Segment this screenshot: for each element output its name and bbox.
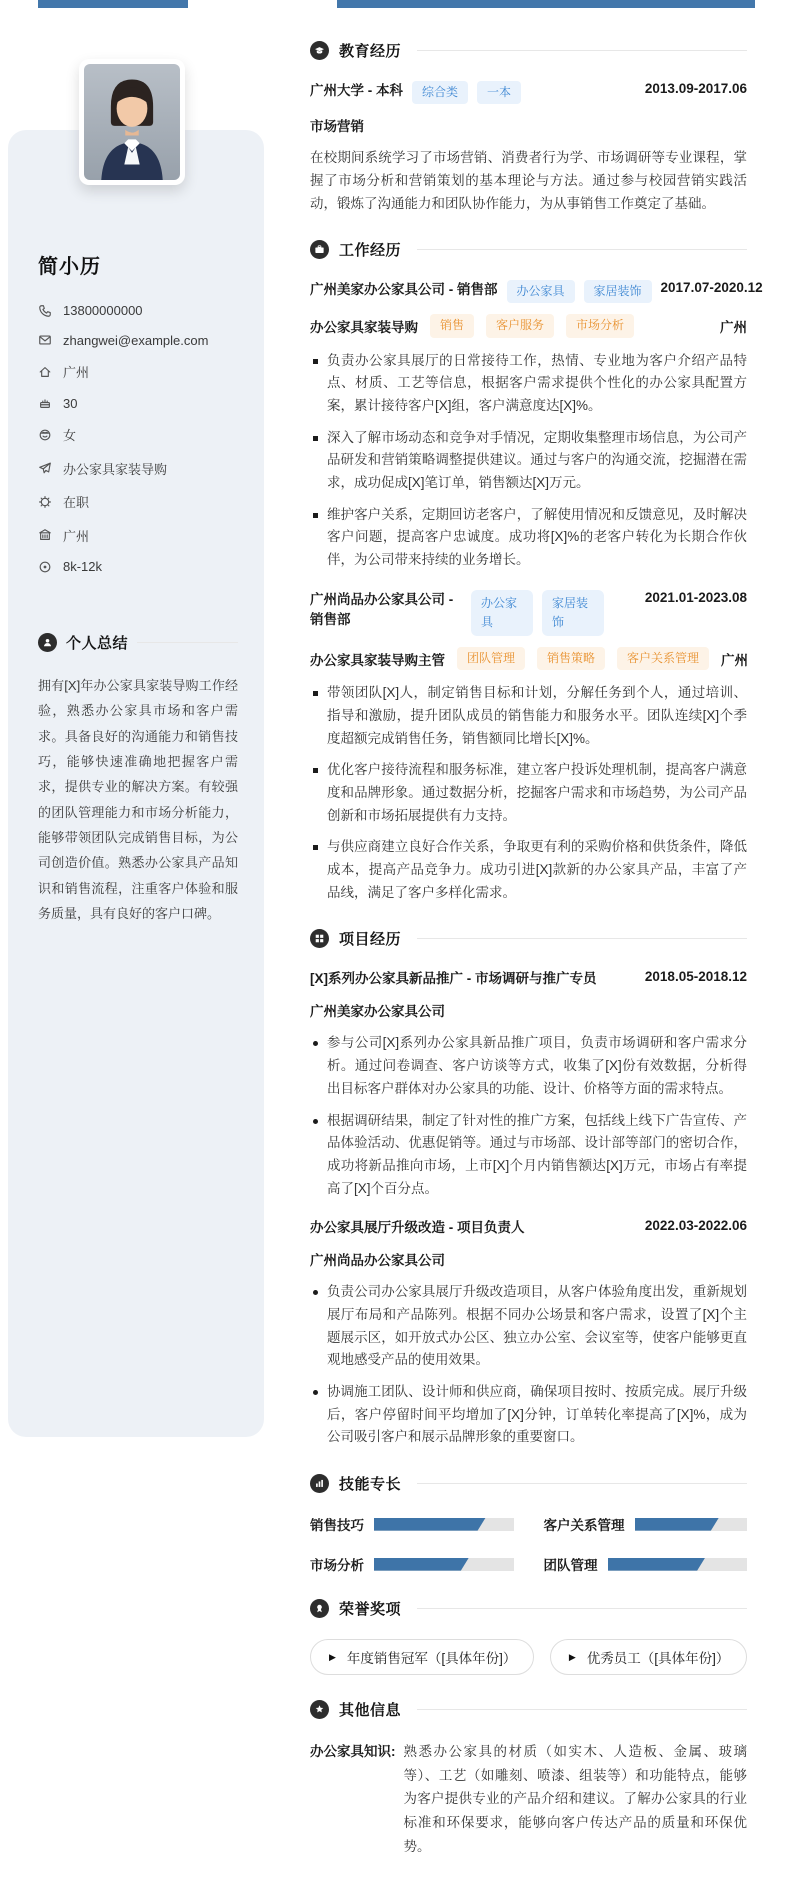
contact-item-salary (38, 559, 238, 574)
divider (137, 642, 238, 643)
mail-icon (38, 333, 52, 347)
other-text: 熟悉办公家具的材质（如实木、人造板、金属、玻璃等）、工艺（如雕刻、喷漆、组装等）和功能特点，能够为客户提供专业的产品介绍和建议。了解办公家具的行业标准和环保要求，能够向客户传达产品的质量和环保优势。 (403, 1744, 747, 1854)
skill-name: 市场分析 (310, 1558, 364, 1574)
contact-gender-value: 女 (63, 428, 77, 443)
contact-item-intention (38, 459, 238, 478)
divider (417, 249, 747, 250)
job-position-row (310, 647, 747, 670)
contact-location-value: 广州 (63, 365, 90, 380)
skill-name: 销售技巧 (310, 1518, 364, 1534)
contact-item-age (38, 396, 238, 411)
project-entry (310, 1218, 747, 1449)
project-company: 广州美家办公家具公司 (310, 1004, 445, 1020)
contact-item-location (38, 362, 238, 381)
contact-intention-value: 办公家具家装导购 (63, 461, 168, 477)
project-bullet: 参与公司[X]系列办公家具新品推广项目，负责市场调研和客户需求分析。通过问卷调查、客户访谈等方式，收集了[X]份有效数据，分析得出目标客户群体对办公家具的功能、设计、价格等方面的需求特点。 (310, 1032, 747, 1100)
school-tag: 综合类 (412, 81, 468, 104)
section-skills (310, 1473, 747, 1574)
skills-header (310, 1473, 747, 1494)
star-badge-icon (310, 1700, 329, 1719)
gender-icon (38, 428, 52, 442)
position-tag: 客户服务 (486, 314, 554, 337)
skill-item (544, 1514, 748, 1534)
contact-item-city (38, 526, 238, 545)
project-name: [X]系列办公家具新品推广 - 市场调研与推广专员 (310, 971, 597, 987)
company-tag: 办公家具 (507, 280, 575, 303)
skill-bar-fill (608, 1558, 706, 1571)
skill-bar (635, 1518, 748, 1531)
project-entry (310, 969, 747, 1200)
project-bullets (310, 1281, 747, 1449)
job-position-row (310, 314, 747, 337)
person-icon (38, 633, 57, 652)
skill-bar-fill (374, 1558, 469, 1571)
project-entry-header (310, 969, 747, 989)
company-name: 广州尚品办公家具公司 - 销售部 (310, 591, 454, 627)
honor-pill (550, 1639, 747, 1675)
other-title: 其他信息 (339, 1702, 402, 1720)
honors-header (310, 1598, 747, 1619)
school-name: 广州大学 - 本科 (310, 83, 403, 98)
top-accent-bar-right (337, 0, 755, 8)
skill-bar (374, 1558, 514, 1571)
other-header (310, 1699, 747, 1720)
contact-item-phone (38, 303, 238, 318)
job-date: 2017.07-2020.12 (660, 280, 763, 296)
project-company: 广州尚品办公家具公司 (310, 1253, 445, 1269)
project-entry-header (310, 1218, 747, 1238)
skills-title: 技能专长 (339, 1476, 402, 1494)
skill-name: 客户关系管理 (543, 1518, 625, 1534)
honor-list (310, 1639, 747, 1675)
job-bullet: 深入了解市场动态和竞争对手情况，定期收集整理市场信息，为公司产品研发和营销策略调整提供建议。通过与客户的沟通交流，挖掘潜在需求，成功促成[X]笔订单，销售额达[X]万元。 (310, 427, 747, 495)
section-education (310, 40, 747, 215)
triangle-icon: ▶ (329, 1651, 336, 1662)
other-info-row (310, 1740, 747, 1858)
contact-email-value: zhangwei@example.com (63, 332, 209, 348)
job-entry-header (310, 280, 763, 303)
position-tag: 销售 (430, 314, 474, 337)
graduation-cap-icon (310, 41, 329, 60)
project-bullet: 协调施工团队、设计师和供应商，确保项目按时、按质完成。展厅升级后，客户停留时间平均增加了[X]分钟，订单转化率提高了[X]%，成为公司吸引客户和展示品牌形象的重要窗口。 (310, 1381, 747, 1449)
paper-plane-icon (38, 461, 52, 475)
position-name: 办公家具家装导购主管 (310, 652, 445, 668)
building-icon (38, 528, 52, 542)
age-icon (38, 396, 52, 410)
education-entry-header (310, 81, 747, 104)
company-tag: 办公家具 (471, 590, 533, 636)
job-entry-header (310, 590, 747, 636)
honor-text: 优秀员工（[具体年份]） (586, 1651, 730, 1667)
briefcase-icon (310, 240, 329, 259)
job-location: 广州 (720, 319, 747, 335)
contact-status-value: 在职 (63, 495, 90, 510)
divider (417, 50, 747, 51)
honors-title: 荣誉奖项 (339, 1601, 402, 1619)
contact-salary-value: 8k-12k (63, 559, 103, 574)
phone-icon (38, 304, 52, 318)
other-label: 办公家具知识: (310, 1744, 396, 1760)
divider (417, 1709, 747, 1710)
position-tag: 客户关系管理 (617, 647, 709, 670)
medal-icon (310, 1599, 329, 1618)
contact-city-value: 广州 (63, 528, 90, 544)
skill-bar-fill (635, 1518, 719, 1531)
projects-title: 项目经历 (339, 931, 402, 949)
divider (417, 1608, 747, 1609)
job-bullet: 优化客户接待流程和服务标准，建立客户投诉处理机制，提高客户满意度和品牌形象。通过数据分析，挖掘客户需求和市场趋势，为公司产品创新和市场拓展提供有力支持。 (310, 759, 747, 827)
summary-section-header (38, 632, 238, 653)
avatar-portrait (84, 64, 180, 180)
job-bullet: 维护客户关系，定期回访老客户，了解使用情况和反馈意见，及时解决客户问题，提高客户忠诚度。成功将[X]%的老客户转化为长期合作伙伴，为公司带来持续的业务增长。 (310, 504, 747, 572)
skill-bar (374, 1518, 514, 1531)
avatar (79, 59, 185, 185)
company-tag: 家居装饰 (542, 590, 604, 636)
home-icon (38, 365, 52, 379)
school-tag: 一本 (477, 81, 521, 104)
section-honors (310, 1598, 747, 1675)
contact-list (38, 303, 238, 574)
section-work (310, 239, 763, 904)
education-title: 教育经历 (339, 43, 402, 60)
major-name: 市场营销 (310, 119, 364, 135)
project-bullet: 负责公司办公家具展厅升级改造项目，从客户体验角度出发，重新规划展厅布局和产品陈列。根据不同办公场景和客户需求，设置了[X]个主题展示区，如开放式办公区、独立办公室、会议室等，使客户能够更直观地感受产品的使用效果。 (310, 1281, 747, 1372)
honor-pill (310, 1639, 534, 1675)
section-projects (310, 928, 747, 1449)
top-accent-bar-left (38, 0, 188, 8)
project-bullets (310, 1032, 747, 1200)
position-tag: 销售策略 (537, 647, 605, 670)
summary-title: 个人总结 (66, 635, 129, 652)
contact-item-status (38, 492, 238, 511)
skill-bar (608, 1558, 748, 1571)
resume-main (310, 40, 763, 1882)
resume-name: 简小历 (38, 256, 101, 278)
target-icon (38, 560, 52, 574)
skill-item (310, 1514, 514, 1534)
project-name: 办公家具展厅升级改造 - 项目负责人 (310, 1220, 525, 1236)
divider (417, 938, 747, 939)
education-header (310, 40, 747, 61)
education-entry (310, 81, 747, 215)
job-entry (310, 590, 747, 905)
projects-header (310, 928, 747, 949)
position-tag: 市场分析 (566, 314, 634, 337)
job-bullets (310, 682, 747, 904)
contact-item-email (38, 333, 238, 348)
bar-chart-icon (310, 1474, 329, 1493)
grid-icon (310, 929, 329, 948)
position-tag: 团队管理 (457, 647, 525, 670)
honor-text: 年度销售冠军（[具体年份]） (346, 1651, 517, 1667)
status-gear-icon (38, 495, 52, 509)
project-date: 2022.03-2022.06 (644, 1218, 747, 1234)
work-title: 工作经历 (339, 242, 402, 260)
skill-item (544, 1554, 748, 1574)
work-header (310, 239, 747, 260)
contact-phone-value: 13800000000 (63, 303, 143, 318)
company-tag: 家居装饰 (584, 280, 652, 303)
skill-name: 团队管理 (543, 1558, 598, 1574)
skill-grid (310, 1514, 747, 1574)
education-date: 2013.09-2017.06 (644, 81, 747, 96)
project-bullet: 根据调研结果，制定了针对性的推广方案，包括线上线下广告宣传、产品体验活动、优惠促销等。通过与市场部、设计部等部门的密切合作，成功将新品推向市场，上市[X]个月内销售额达[X]万元，市场占有率提高了[X]个百分点。 (310, 1110, 747, 1201)
job-location: 广州 (721, 652, 749, 668)
job-date: 2021.01-2023.08 (644, 589, 747, 605)
job-bullet: 负责办公家具展厅的日常接待工作，热情、专业地为客户介绍产品特点、材质、工艺等信息，根据客户需求提供个性化的办公家具配置方案，累计接待客户[X]组，客户满意度达[X]%。 (310, 350, 747, 418)
job-bullets (310, 350, 747, 572)
project-date: 2018.05-2018.12 (644, 969, 747, 985)
divider (417, 1483, 747, 1484)
education-description: 在校期间系统学习了市场营销、消费者行为学、市场调研等专业课程，掌握了市场分析和营销策划的基本理论与方法。通过参与校园营销实践活动，锻炼了沟通能力和团队协作能力，为从事销售工作奠定了基础。 (310, 150, 747, 211)
summary-text: 拥有[X]年办公家具家装导购工作经验，熟悉办公家具市场和客户需求。具备良好的沟通能力和销售技巧，能够快速准确地把握客户需求，提供专业的解决方案。有较强的团队管理能力和市场分析能力，能够带领团队完成销售目标，为公司创造价值。熟悉办公家具产品知识和销售流程，注重客户体验和服务质量，具有良好的客户口碑。 (38, 678, 238, 922)
skill-item (310, 1554, 514, 1574)
company-name: 广州美家办公家具公司 - 销售部 (310, 282, 498, 298)
job-entry (310, 280, 763, 571)
job-bullet: 与供应商建立良好合作关系，争取更有利的采购价格和供货条件，降低成本，提高产品竞争力。成功引进[X]款新的办公家具产品，丰富了产品线，满足了客户多样化需求。 (310, 836, 747, 904)
position-name: 办公家具家装导购 (310, 319, 418, 335)
contact-item-gender (38, 425, 238, 444)
section-other (310, 1699, 747, 1858)
job-bullet: 带领团队[X]人，制定销售目标和计划，分解任务到个人，通过培训、指导和激励，提升团队成员的销售能力和服务水平。团队连续[X]个季度超额完成销售任务，销售额同比增长[X]%。 (310, 682, 747, 750)
skill-bar-fill (374, 1518, 486, 1531)
contact-age-value: 30 (63, 395, 78, 411)
triangle-icon: ▶ (568, 1651, 576, 1662)
